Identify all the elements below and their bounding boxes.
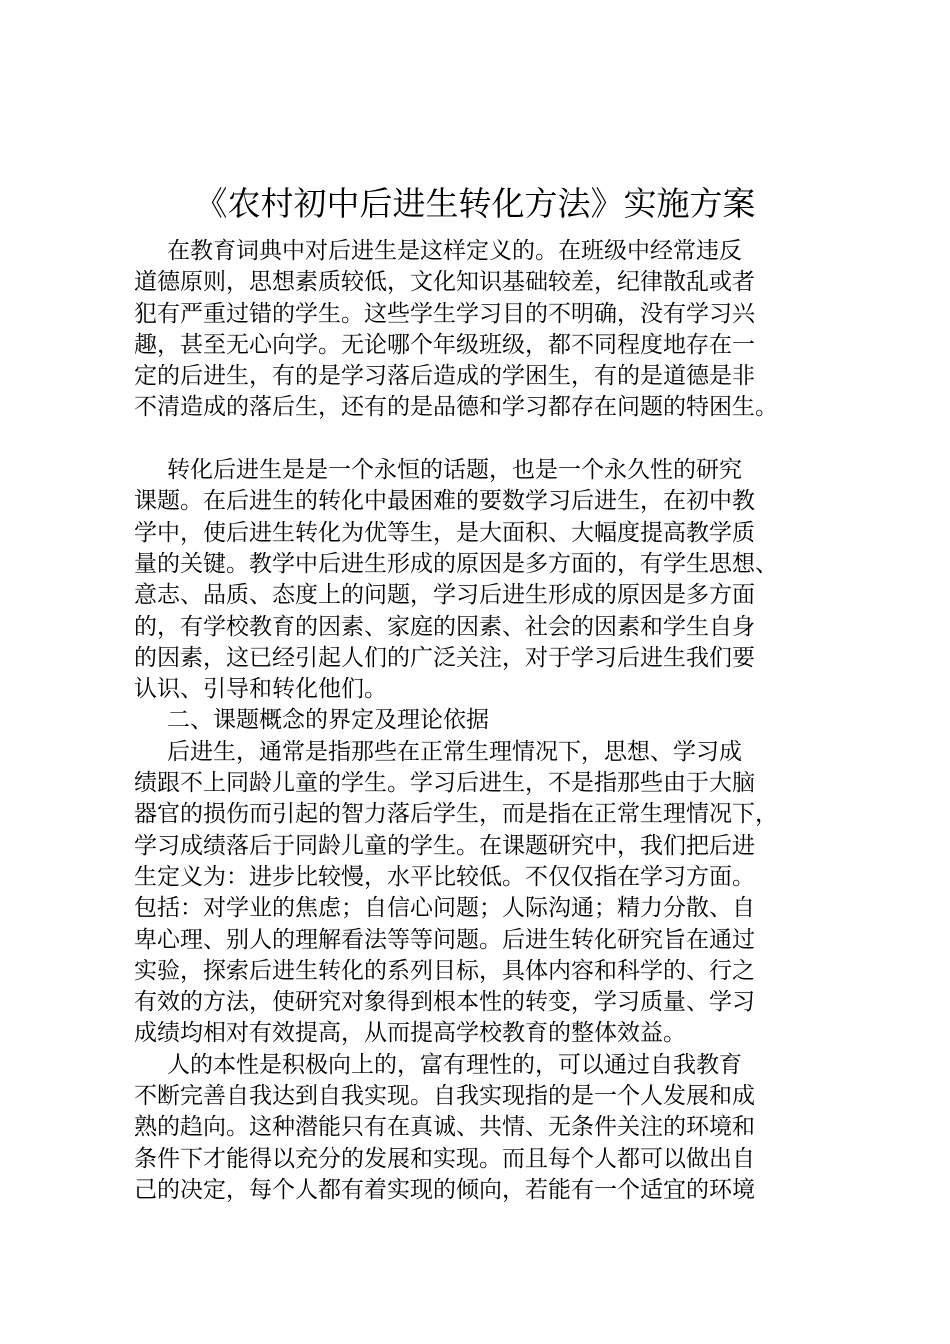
paragraph-line: 绩跟不上同龄儿童的学生。学习后进生，不是指那些由于大脑 [134,770,755,797]
paragraph-line: 量的关键。教学中后进生形成的原因是多方面的，有学生思想、 [134,550,778,577]
paragraph-line: 生定义为：进步比较慢，水平比较低。不仅仅指在学习方面。 [134,863,755,890]
paragraph-line: 实验，探索后进生转化的系列目标，具体内容和科学的、行之 [134,957,755,984]
paragraph-line: 趣，甚至无心向学。无论哪个年级班级，都不同程度地存在一 [134,331,755,358]
paragraph-line: 包括：对学业的焦虑；自信心问题；人际沟通；精力分散、自 [134,895,755,922]
paragraph-line: 器官的损伤而引起的智力落后学生，而是指在正常生理情况下， [134,801,778,828]
paragraph-line: 有效的方法，使研究对象得到根本性的转变，学习质量、学习 [134,989,755,1016]
paragraph-line: 人的本性是积极向上的，富有理性的，可以通过自我教育 [167,1051,742,1078]
paragraph-line: 后进生，通常是指那些在正常生理情况下，思想、学习成 [167,738,742,765]
paragraph-line: 犯有严重过错的学生。这些学生学习目的不明确，没有学习兴 [134,300,755,327]
paragraph-line: 学习成绩落后于同龄儿童的学生。在课题研究中，我们把后进 [134,832,755,859]
paragraph-line: 条件下才能得以充分的发展和实现。而且每个人都可以做出自 [134,1145,755,1172]
paragraph-line: 卑心理、别人的理解看法等等问题。后进生转化研究旨在通过 [134,926,755,953]
document-body [134,236,834,1206]
paragraph-line: 意志、品质、态度上的问题，学习后进生形成的原因是多方面 [134,582,755,609]
paragraph-line: 定的后进生，有的是学习落后造成的学困生，有的是道德是非 [134,363,755,390]
paragraph-line: 的因素，这已经引起人们的广泛关注，对于学习后进生我们要 [134,644,755,671]
document-title: 《农村初中后进生转化方法》实施方案 [194,184,756,223]
paragraph-line: 熟的趋向。这种潜能只有在真诚、共情、无条件关注的环境和 [134,1114,755,1141]
section-heading: 二、课题概念的界定及理论依据 [167,707,489,734]
paragraph-line: 不断完善自我达到自我实现。自我实现指的是一个人发展和成 [134,1083,755,1110]
paragraph-line: 在教育词典中对后进生是这样定义的。在班级中经常违反 [167,238,742,264]
paragraph-line: 己的决定，每个人都有着实现的倾向，若能有一个适宜的环境 [134,1176,755,1203]
blank-line [134,424,834,455]
paragraph-line: 认识、引导和转化他们。 [134,676,387,703]
paragraph-line: 转化后进生是是一个永恒的话题，也是一个永久性的研究 [167,457,742,484]
paragraph-line: 道德原则，思想素质较低，文化知识基础较差，纪律散乱或者 [134,269,755,296]
paragraph-line: 的，有学校教育的因素、家庭的因素、社会的因素和学生自身 [134,613,755,640]
paragraph-line: 不清造成的落后生，还有的是品德和学习都存在问题的特困生。 [134,394,778,421]
paragraph-line: 成绩均相对有效提高，从而提高学校教育的整体效益。 [134,1020,686,1047]
paragraph-line: 学中，使后进生转化为优等生，是大面积、大幅度提高教学质 [134,519,755,546]
paragraph-line: 课题。在后进生的转化中最困难的要数学习后进生，在初中教 [134,488,755,515]
